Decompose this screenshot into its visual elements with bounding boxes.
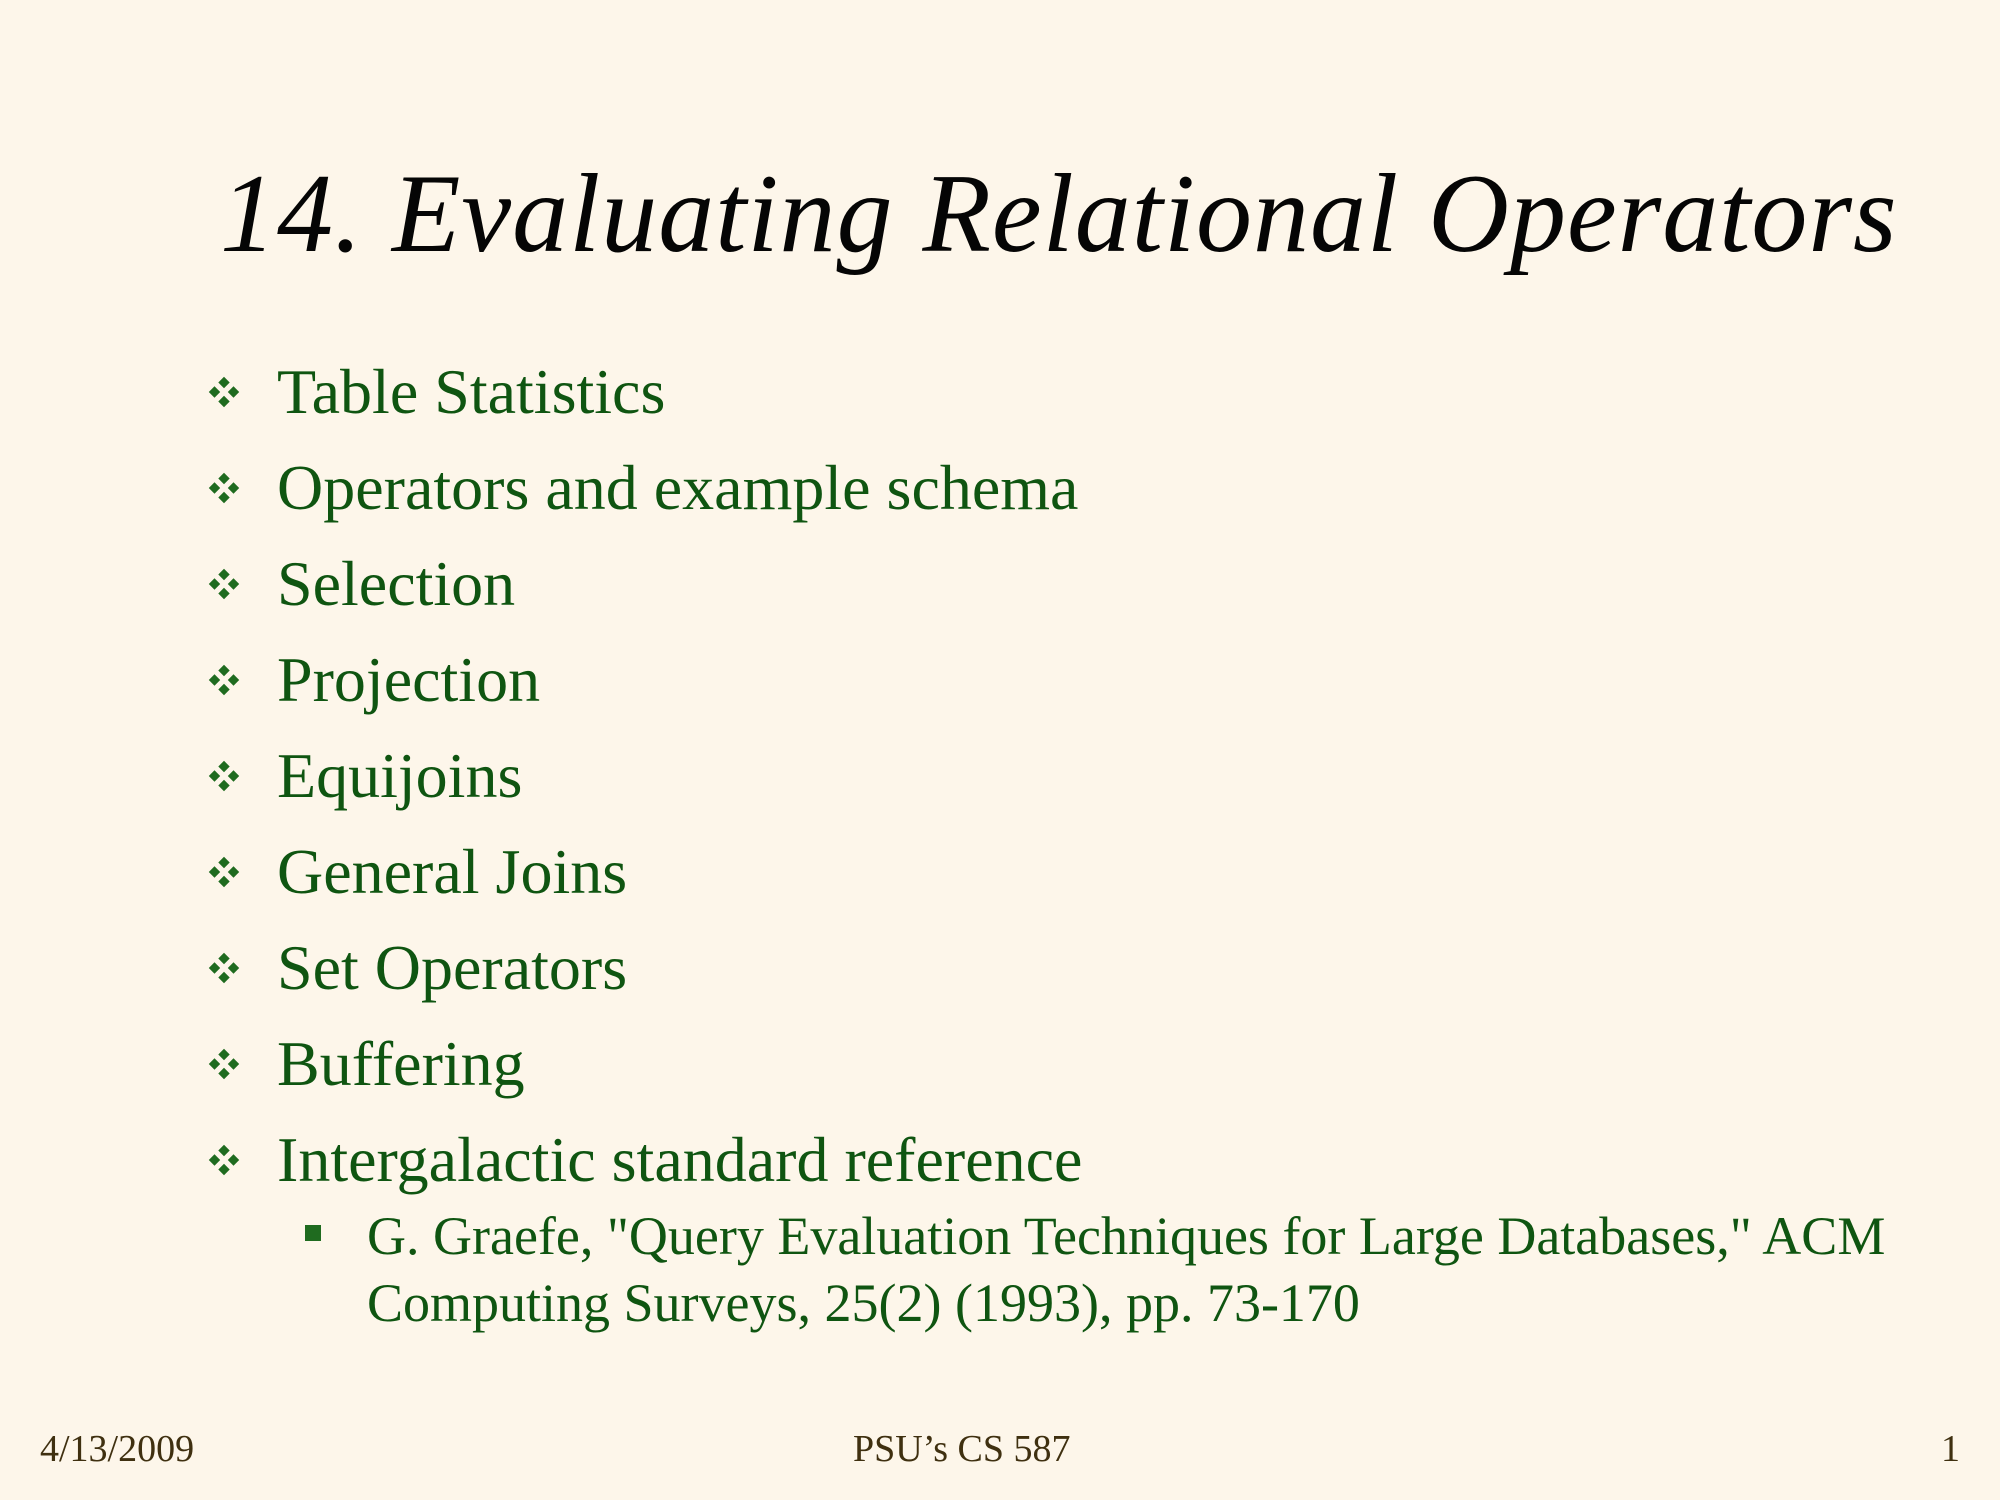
diamond-bullet-icon — [205, 469, 277, 507]
topic-label: Set Operators — [277, 932, 628, 1003]
diamond-bullet-icon — [205, 1141, 277, 1179]
topic-list-item-projection — [205, 632, 1855, 728]
topic-list-item-operators-schema — [205, 440, 1855, 536]
diamond-bullet-icon — [205, 565, 277, 603]
topic-label: Operators and example schema — [277, 452, 1079, 523]
topic-list — [205, 344, 1855, 1208]
diamond-bullet-icon — [205, 661, 277, 699]
page-number: 1 — [1941, 1428, 1960, 1470]
topic-label: Table Statistics — [277, 356, 666, 427]
footer-course: PSU’s CS 587 — [853, 1428, 1071, 1470]
square-bullet-icon — [305, 1225, 321, 1241]
topic-label: Equijoins — [277, 740, 523, 811]
diamond-bullet-icon — [205, 949, 277, 987]
slide-title: 14. Evaluating Relational Operators — [220, 152, 1898, 276]
reference-citation: G. Graefe, "Query Evaluation Techniques for Large Databases," ACM Computing Surveys, 25(2) (1993), pp. 73-170 — [367, 1206, 1886, 1333]
diamond-bullet-icon — [205, 373, 277, 411]
topic-list-item-buffering — [205, 1016, 1855, 1112]
topic-list-item-equijoins — [205, 728, 1855, 824]
diamond-bullet-icon — [205, 1045, 277, 1083]
topic-list-item-table-statistics — [205, 344, 1855, 440]
diamond-bullet-icon — [205, 757, 277, 795]
topic-label: Buffering — [277, 1028, 525, 1099]
topic-list-item-set-operators — [205, 920, 1855, 1016]
topic-list-item-selection — [205, 536, 1855, 632]
topic-label: Intergalactic standard reference — [277, 1124, 1083, 1195]
topic-list-item-general-joins — [205, 824, 1855, 920]
topic-list-item-reference — [205, 1112, 1855, 1208]
footer-date: 4/13/2009 — [40, 1428, 195, 1470]
diamond-bullet-icon — [205, 853, 277, 891]
topic-label: Projection — [277, 644, 541, 715]
topic-label: General Joins — [277, 836, 628, 907]
topic-label: Selection — [277, 548, 516, 619]
